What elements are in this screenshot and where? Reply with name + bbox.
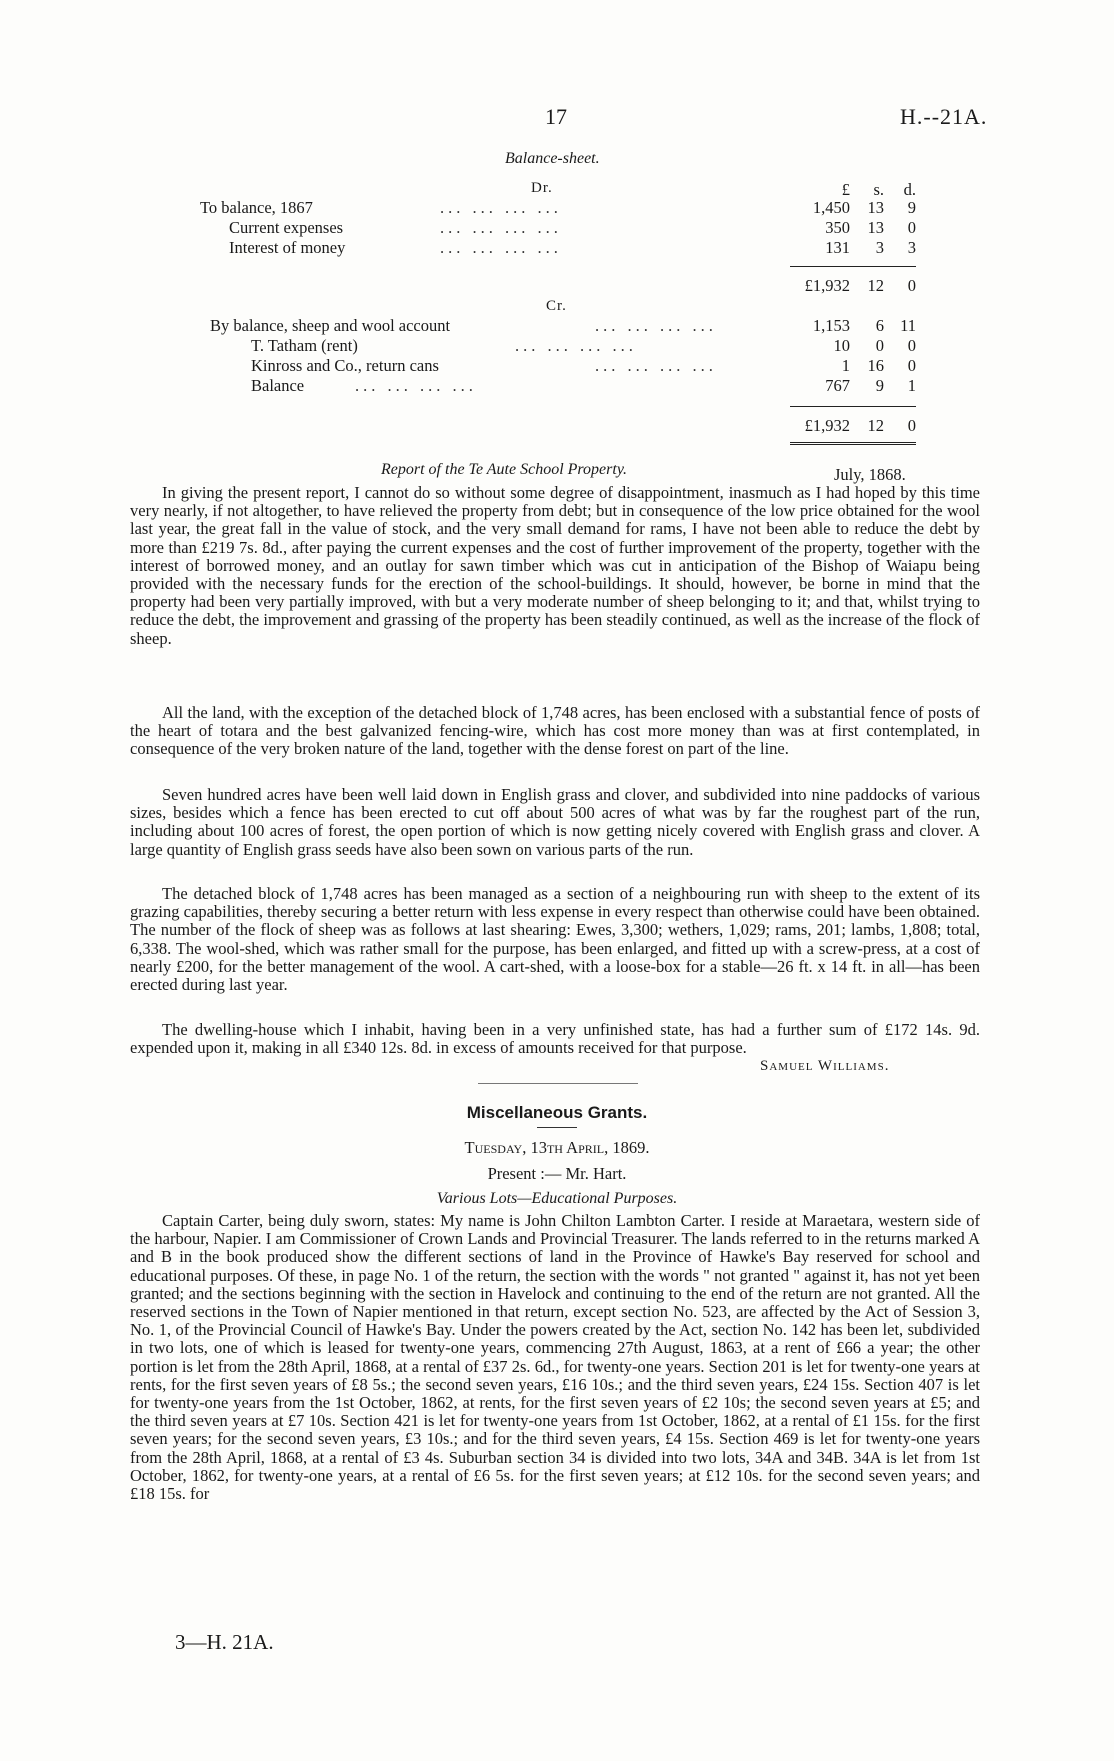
pounds-value: 1 [841,356,850,375]
shillings-header: s. [873,180,884,199]
dot-leader: ... ... ... ... [595,316,717,335]
report-paragraph: In giving the present report, I cannot do so without some degree of disappointment, inasmuch as I had hoped by this time very nearly, if not altogether, to have relieved the property from debt; but in consequence of the low price obtained for the wool last year, the great fall in the value of stock, and the very small demand for rams, I have not been able to reduce the debt by more than £219 7s. 8d., after paying the current expenses and the cost of further improvement of the property, together with the interest of borrowed money, and an outlay for sawn timber which was cut in anticipation of the Bishop of Waiapu being provided with the necessary funds for the erection of the school-buildings. It should, however, be borne in mind that the property had been very partially improved, with but a very moderate number of sheep belonging to it; and that, whilst trying to reduce the debt, the improvement and grassing of the property has been steadily continued, as well as the increase of the flock of sheep. [130,483,980,648]
dot-leader: ... ... ... ... [440,198,562,217]
subtotal-rule [790,266,916,267]
dr-label: Dr. [531,180,553,196]
shillings-total: 12 [867,276,884,295]
report-paragraph: Seven hundred acres have been well laid down in English grass and clover, and subdivided into nine paddocks of various sizes, besides which a fence has been erected to cut off about 500 acres of what was by far the roughest part of the run, including about 100 acres of forest, the open portion of which is now getting nicely covered with English grass and clover. A large quantity of English grass seeds have also been sown on various parts of the run. [130,785,980,859]
pounds-value: 131 [825,238,850,257]
pounds-value: 1,450 [812,198,850,217]
document-reference: H.--21A. [900,104,988,129]
report-title: Report of the Te Aute School Property. [381,461,628,478]
row-label: T. Tatham (rent) [251,336,358,355]
pence-value: 9 [907,198,916,217]
total-double-rule [790,442,916,447]
row-label: To balance, 1867 [200,198,313,217]
pounds-total: £1,932 [804,276,850,295]
pence-value: 1 [907,376,916,395]
pence-total: 0 [907,276,916,295]
misc-grants-title: Miscellaneous Grants. [466,1103,648,1122]
dr-total-row [0,276,1114,296]
row-label: Balance [251,376,305,395]
signature-mark: 3—H. 21A. [175,1630,274,1654]
cr-row [0,316,1114,336]
pounds-value: 350 [825,218,850,237]
shillings-total: 12 [867,416,884,435]
report-signature: Samuel Williams. [760,1058,890,1074]
shillings-value: 3 [875,238,884,257]
shillings-value: 9 [875,376,884,395]
pounds-value: 767 [825,376,850,395]
testimony-paragraph: Captain Carter, being duly sworn, states: My name is John Chilton Lambton Carter. I reside at Maraetara, western side of the harbour, Napier. I am Commissioner of Crown Lands and Provincial Treasurer. The lands referred to in the returns marked A and B in the book produced show the different sections of land in the Province of Hawke's Bay reserved for school and educational purposes. Of these, in page No. 1 of the return, the section with the words " not granted " against it, has not yet been granted; and the sections beginning with the section in Havelock and continuing to the end of the return are not granted. All the reserved sections in the Town of Napier mentioned in that return, except section No. 523, are affected by the Act of Session 3, No. 1, of the Provincial Council of Hawke's Bay. Under the powers created by the Act, section No. 142 has been let, subdivided in two lots, one of which is leased for twenty-one years, commencing 27th August, 1863, at a rent of £66 a year; the other portion is let from the 28th April, 1868, at a rental of £37 2s. 6d., for twenty-one years. Section 201 is let for twenty-one years at rents, for the first seven years of £8 5s.; the second seven years, £16 10s.; and the third seven years, £24 15s. Section 407 is let for twenty-one years from the 1st October, 1862, at rents, for the first seven years of £2 10s; the second seven years at £5; and the third seven years at £7 10s. Section 421 is let for twenty-one years from 1st October, 1862, at a rental of £1 15s. for the first seven years; for the second seven years, £3 10s.; and for the third seven years, £4 15s. Section 469 is let for twenty-one years from the 28th April, 1868, at a rental of £3 4s. Suburban section 34 is divided into two lots, 34A and 34B. 34A is let from 1st October, 1862, for twenty-one years, at a rental of £6 5s. for the first seven years; at £12 10s. for the second seven years; and £18 15s. for [130,1211,980,1504]
cr-row [0,336,1114,356]
shillings-value: 16 [867,356,884,375]
pence-value: 0 [907,356,916,375]
title-underline [537,1127,577,1128]
cr-total-row [0,416,1114,436]
cr-row [0,376,1114,396]
report-paragraph: The dwelling-house which I inhabit, having been in a very unfinished state, has had a further sum of £172 14s. 9d. expended upon it, making in all £340 12s. 8d. in excess of amounts received for that purpose. [130,1020,980,1058]
report-date: July, 1868. [834,465,906,484]
cr-row [0,356,1114,376]
dr-row [0,238,1114,258]
dot-leader: ... ... ... ... [355,376,477,395]
report-paragraph: All the land, with the exception of the detached block of 1,748 acres, has been enclosed with a substantial fence of posts of the heart of totara and the best galvanized fencing-wire, which has cost more money than was at first contemplated, in consequence of the very broken nature of the land, together with the dense forest on part of the line. [130,703,980,759]
report-paragraph: The detached block of 1,748 acres has been managed as a section of a neighbouring run with sheep to the extent of its grazing capabilities, thereby securing a better return with less expense in every respect than otherwise could have been obtained. The number of the flock of sheep was as follows at last shearing: Ewes, 3,300; wethers, 1,029; rams, 201; lambs, 1,808; total, 6,338. The wool-shed, which was rather small for the purpose, has been enlarged, and fitted up with a screw-press, at a cost of nearly £200, for the better management of the wool. A cart-shed, with a loose-box for a stable—26 ft. x 14 ft. in all—has been erected during last year. [130,884,980,995]
currency-header-row [0,180,1114,200]
shillings-value: 6 [875,316,884,335]
pounds-value: 1,153 [812,316,850,335]
row-label: Kinross and Co., return cans [251,356,439,375]
misc-date: Tuesday, 13th April, 1869. [464,1138,650,1157]
dot-leader: ... ... ... ... [440,218,562,237]
dot-leader: ... ... ... ... [515,336,637,355]
subtotal-rule [790,406,916,407]
row-label: By balance, sheep and wool account [210,316,451,335]
misc-present: Present :— Mr. Hart. [487,1164,627,1183]
section-divider [478,1083,638,1084]
pounds-header: £ [841,180,850,199]
shillings-value: 13 [867,218,884,237]
pence-value: 0 [907,336,916,355]
dot-leader: ... ... ... ... [440,238,562,257]
shillings-value: 13 [867,198,884,217]
misc-subtitle: Various Lots—Educational Purposes. [436,1190,678,1207]
pence-value: 0 [907,218,916,237]
row-label: Interest of money [229,238,346,257]
cr-label: Cr. [546,298,567,314]
pence-header: d. [903,180,916,199]
pence-value: 3 [907,238,916,257]
balance-sheet-title: Balance-sheet. [505,150,600,167]
row-label: Current expenses [229,218,344,237]
pounds-value: 10 [833,336,850,355]
dr-row [0,198,1114,218]
shillings-value: 0 [875,336,884,355]
dr-row [0,218,1114,238]
page-number: 17 [545,104,567,129]
pounds-total: £1,932 [804,416,850,435]
pence-value: 11 [900,316,916,335]
dot-leader: ... ... ... ... [595,356,717,375]
pence-total: 0 [907,416,916,435]
